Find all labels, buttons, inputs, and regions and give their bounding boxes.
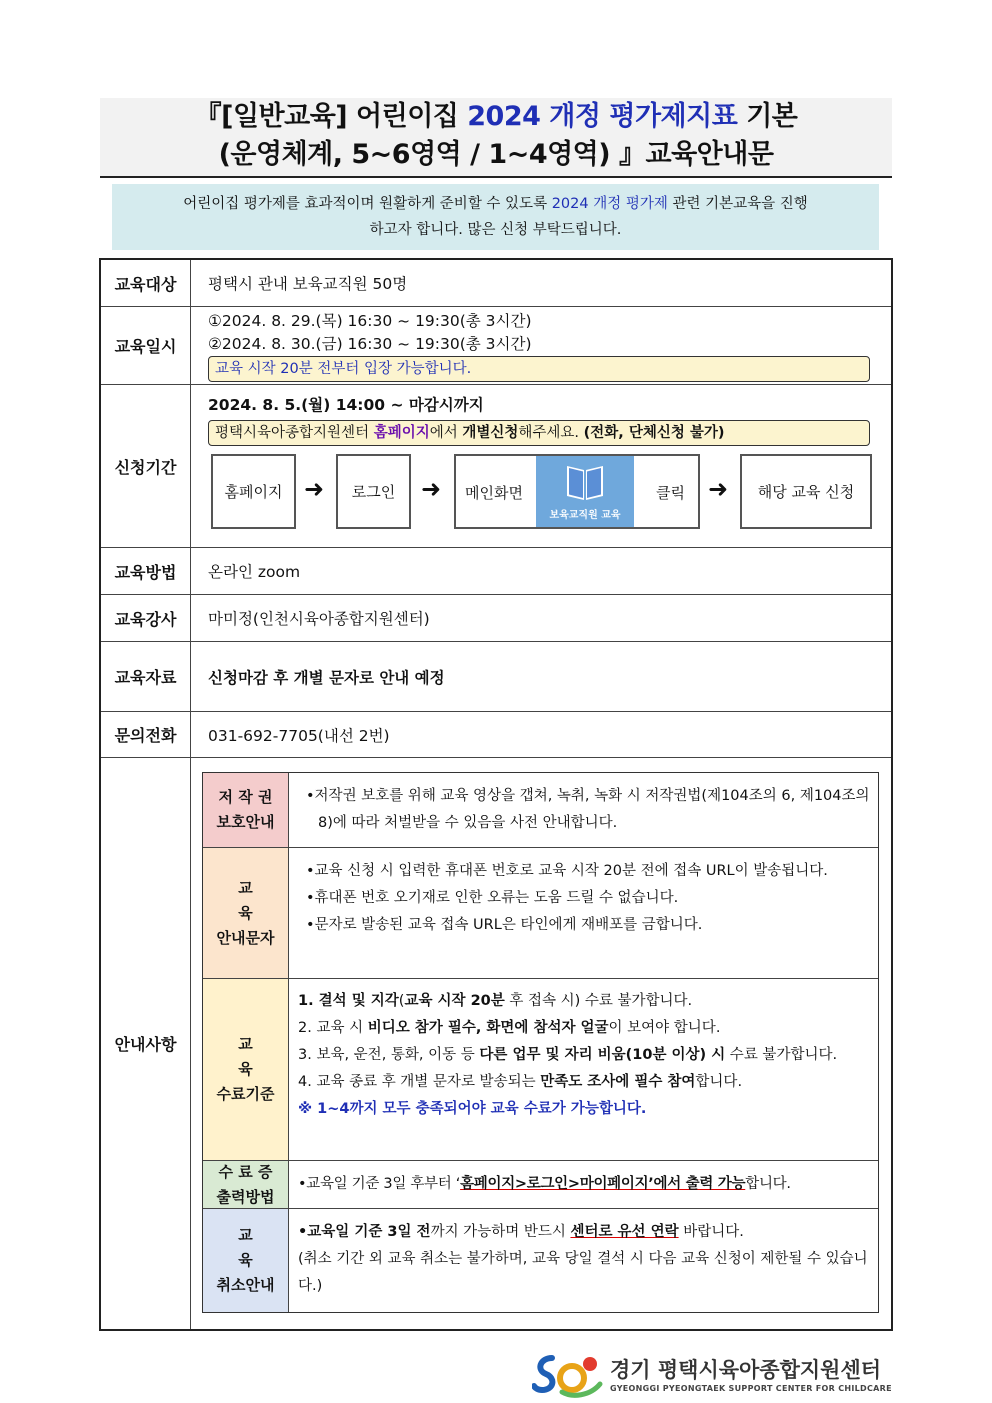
cancel-bold: •교육일 기준 3일 전 xyxy=(298,1224,431,1240)
item-text: 후 접속 시) 수료 불가합니다. xyxy=(504,993,693,1009)
center-logo-icon xyxy=(532,1352,606,1398)
intro-line-1 xyxy=(112,191,879,217)
item-bold: 다른 업무 및 자리 비움(10분 이상) 시 xyxy=(479,1047,726,1063)
flow-step-label: 해당 교육 신청 xyxy=(757,483,855,501)
row-instructor xyxy=(101,595,891,642)
label-line: 교 육 xyxy=(238,1226,273,1269)
apply-note-text: 해주세요. xyxy=(518,425,584,441)
flow-arrow-icon: ➜ xyxy=(304,475,325,503)
completion-item-1 xyxy=(298,988,870,1015)
guide-sms xyxy=(203,848,878,979)
guide-completion-content xyxy=(290,979,878,1160)
teacher-education-tile xyxy=(536,456,634,527)
label-line: 취소안내 xyxy=(216,1276,275,1294)
intro-text: 어린이집 평가제를 효과적이며 원활하게 준비할 수 있도록 xyxy=(183,196,552,212)
label-guide: 안내사항 xyxy=(101,758,191,1329)
certificate-text: •교육일 기준 3일 후부터 ‘ xyxy=(298,1176,461,1192)
flow-step-main xyxy=(454,454,700,529)
apply-note-bold: 개별신청 xyxy=(462,425,519,441)
title-highlight: 2024 개정 평가제지표 xyxy=(467,101,738,132)
document-title xyxy=(100,98,892,178)
footer-center-english: GYEONGGI PYEONGTAEK SUPPORT CENTER FOR CHILDCARE xyxy=(610,1384,892,1393)
value-material: 신청마감 후 개별 문자로 안내 예정 xyxy=(208,668,445,687)
title-line-2: (운영체계, 5~6영역 / 1~4영역) 』교육안내문 xyxy=(218,139,774,170)
label-instructor: 교육강사 xyxy=(101,595,191,641)
guide-certificate xyxy=(203,1161,878,1209)
value-contact: 031-692-7705(내선 2번) xyxy=(208,726,390,745)
row-method xyxy=(101,548,891,595)
item-text: ( xyxy=(398,993,405,1009)
apply-note-bold: (전화, 단체신청 불가) xyxy=(583,425,725,441)
cancel-line-1 xyxy=(298,1219,870,1246)
period-value: 2024. 8. 5.(월) 14:00 ~ 마감시까지 xyxy=(208,396,484,414)
item-bold: 1. 결석 및 지각 xyxy=(298,993,399,1009)
row-contact xyxy=(101,712,891,758)
cancel-text: 까지 가능하며 반드시 xyxy=(430,1224,571,1240)
label-line: 저 작 권 xyxy=(218,788,273,806)
intro-highlight: 2024 개정 평가제 xyxy=(551,196,668,212)
guide-cancel-label xyxy=(203,1209,289,1312)
guide-copyright-content xyxy=(290,773,878,847)
sms-bullet: •휴대폰 번호 오기재로 인한 오류는 도움 드릴 수 없습니다. xyxy=(306,890,679,906)
item-bold: 만족도 조사에 필수 참여 xyxy=(540,1074,696,1090)
row-period xyxy=(101,385,891,548)
flow-step-label: 메인화면 xyxy=(465,484,523,502)
entry-note xyxy=(208,356,870,382)
label-line: 출력방법 xyxy=(216,1187,275,1206)
intro-box xyxy=(112,184,879,250)
date-1: ①2024. 8. 29.(목) 16:30 ~ 19:30(총 3시간) xyxy=(208,312,532,330)
title-text: 『[일반교육] 어린이집 xyxy=(194,101,468,132)
item-text: 2. 교육 시 xyxy=(298,1020,368,1036)
entry-note-text: 교육 시작 20분 전부터 입장 가능합니다. xyxy=(215,361,472,377)
item-text: 4. 교육 종료 후 개별 문자로 발송되는 xyxy=(298,1074,541,1090)
date-2: ②2024. 8. 30.(금) 16:30 ~ 19:30(총 3시간) xyxy=(208,335,532,353)
label-contact: 문의전화 xyxy=(101,712,191,757)
guide-copyright xyxy=(203,773,878,848)
flow-arrow-icon: ➜ xyxy=(708,475,729,503)
item-text: 수료 불가합니다. xyxy=(725,1047,838,1063)
label-target: 교육대상 xyxy=(101,260,191,306)
cancel-underline: 센터로 유선 연락 xyxy=(570,1224,679,1240)
flow-step-homepage xyxy=(211,454,296,529)
completion-item-3 xyxy=(298,1042,870,1069)
sms-bullet: •교육 신청 시 입력한 휴대폰 번호로 교육 시작 20분 전에 접속 URL이 발송됩니다. xyxy=(306,863,828,879)
footer-logo xyxy=(532,1352,892,1402)
guide-completion xyxy=(203,979,878,1161)
completion-item-2 xyxy=(298,1015,870,1042)
flow-step-login xyxy=(336,454,411,529)
guide-certificate-content xyxy=(290,1161,878,1208)
apply-note-text: 에서 xyxy=(429,425,463,441)
flow-step-label: 로그인 xyxy=(351,483,396,501)
tile-caption: 보육교직원 교육 xyxy=(549,510,621,521)
item-text: 이 보여야 합니다. xyxy=(608,1020,721,1036)
guide-completion-label xyxy=(203,979,289,1160)
guide-cancel-content xyxy=(290,1209,878,1312)
apply-note-text: 평택시육아종합지원센터 xyxy=(215,425,374,441)
label-line: 교 육 xyxy=(238,1035,273,1078)
item-bold: 비디오 참가 필수, 화면에 참석자 얼굴 xyxy=(367,1020,609,1036)
value-instructor: 마미정(인천시육아종합지원센터) xyxy=(208,610,430,628)
cancel-line-2: (취소 기간 외 교육 취소는 불가하며, 교육 당일 결석 시 다음 교육 신청이 제한될 수 있습니다.) xyxy=(298,1251,868,1294)
completion-item-4 xyxy=(298,1069,870,1096)
row-target xyxy=(101,260,891,307)
flow-step-label: 홈페이지 xyxy=(224,483,283,501)
row-material xyxy=(101,642,891,712)
guide-sms-content xyxy=(290,848,878,978)
label-line: 교 육 xyxy=(238,878,273,922)
cancel-text: 바랍니다. xyxy=(678,1224,744,1240)
guide-certificate-label xyxy=(203,1161,289,1208)
label-datetime: 교육일시 xyxy=(101,307,191,384)
title-line-1 xyxy=(100,98,892,136)
completion-note: ※ 1~4까지 모두 충족되어야 교육 수료가 가능합니다. xyxy=(298,1101,647,1117)
row-datetime xyxy=(101,307,891,385)
book-icon xyxy=(564,462,606,502)
label-material: 교육자료 xyxy=(101,642,191,711)
label-line: 안내문자 xyxy=(216,928,275,947)
label-line: 보호안내 xyxy=(216,813,275,831)
label-method: 교육방법 xyxy=(101,548,191,594)
guide-copyright-label xyxy=(203,773,289,847)
value-method: 온라인 zoom xyxy=(208,563,301,581)
item-text: 합니다. xyxy=(695,1074,743,1090)
homepage-highlight: 홈페이지 xyxy=(373,425,430,441)
guide-cancel xyxy=(203,1209,878,1312)
intro-text: 관련 기본교육을 진행 xyxy=(667,196,808,212)
certificate-text: 합니다. xyxy=(745,1176,791,1192)
flow-arrow-icon: ➜ xyxy=(421,475,442,503)
apply-note xyxy=(208,420,870,446)
label-line: 수료기준 xyxy=(216,1085,275,1103)
certificate-path: 홈페이지>로그인>마이페이지’에서 출력 가능 xyxy=(460,1176,746,1192)
title-text: 기본 xyxy=(737,101,798,132)
label-period: 신청기간 xyxy=(101,385,191,547)
sms-bullet: •문자로 발송된 교육 접속 URL은 타인에게 재배포를 금합니다. xyxy=(306,917,703,933)
guide-table xyxy=(202,772,879,1313)
flow-step-apply xyxy=(740,454,872,529)
item-bold: 교육 시작 20분 xyxy=(404,993,505,1009)
item-text: 3. 보육, 운전, 통화, 이동 등 xyxy=(298,1047,480,1063)
guide-sms-label xyxy=(203,848,289,978)
label-line: 수 료 증 xyxy=(218,1162,273,1181)
footer-center-name: 경기 평택시육아종합지원센터 xyxy=(610,1358,882,1382)
flow-click-label: 클릭 xyxy=(656,484,685,502)
copyright-text: •저작권 보호를 위해 교육 영상을 갭쳐, 녹취, 녹화 시 저작권법(제104조의 6, 제104조의 8)에 따라 처벌받을 수 있음을 사전 안내합니다. xyxy=(306,788,870,831)
intro-line-2: 하고자 합니다. 많은 신청 부탁드립니다. xyxy=(369,222,622,238)
value-target: 평택시 관내 보육교직원 50명 xyxy=(208,275,408,293)
